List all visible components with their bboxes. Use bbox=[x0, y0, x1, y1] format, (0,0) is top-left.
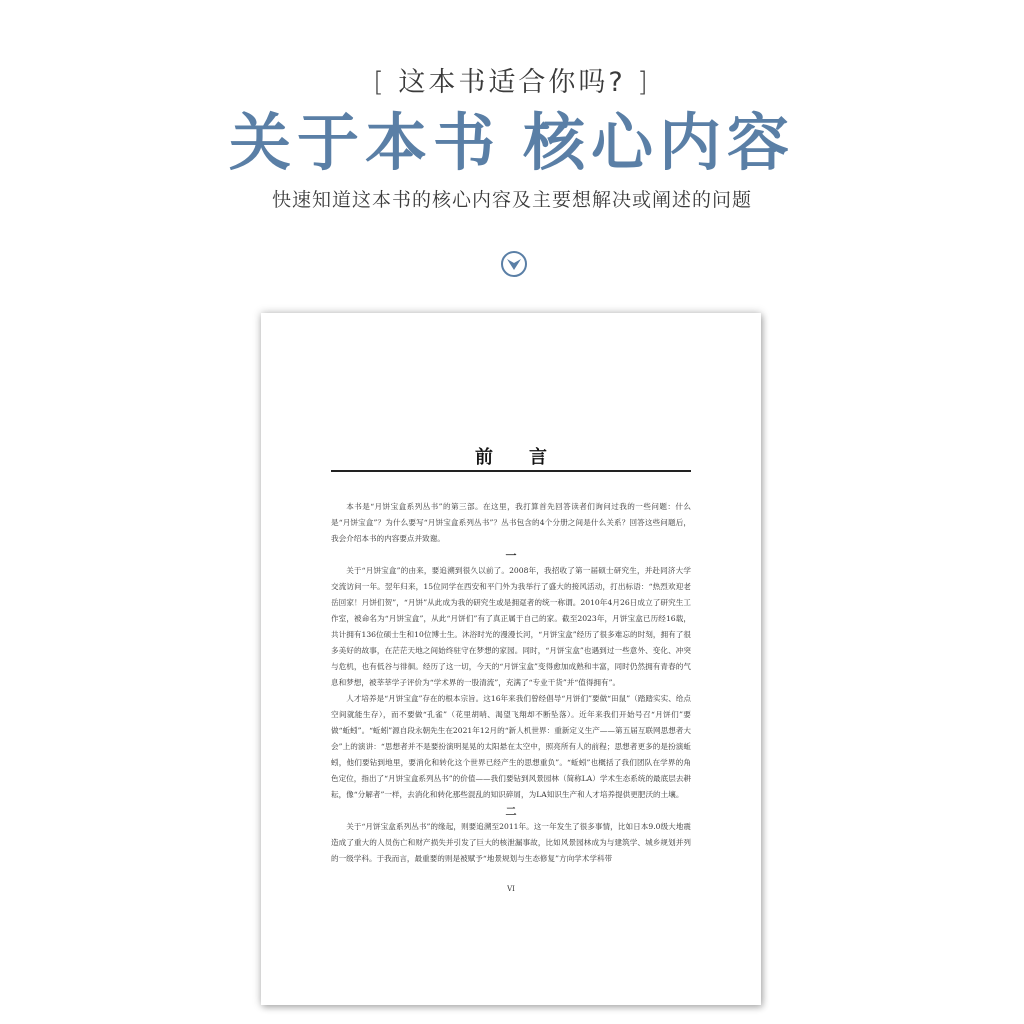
chevron-down-icon bbox=[506, 257, 522, 271]
page-number: VI bbox=[507, 885, 515, 893]
scroll-down-button[interactable] bbox=[501, 251, 527, 277]
title-divider bbox=[331, 470, 691, 472]
page-body bbox=[331, 499, 691, 867]
body-paragraph: 关于“月饼宝盒系列丛书”的缘起，则要追溯至2011年。这一年发生了很多事情，比如日本9.0级大地震造成了重大的人员伤亡和财产损失并引发了巨大的核泄漏事故，比如风景园林成为与建筑学、城乡规划并列的一级学科。于我而言，最重要的则是被赋予“地景规划与生态修复”方向学术学科带 bbox=[331, 822, 691, 863]
intro-paragraph: 本书是“月饼宝盒系列丛书”的第三部。在这里，我打算首先回答读者们询问过我的一些问题：什么是“月饼宝盒”？为什么要写“月饼宝盒系列丛书”？丛书包含的4个分册之间是什么关系？回答这些问题后，我会介绍本书的内容要点并致谢。 bbox=[331, 502, 691, 543]
body-paragraph: 关于“月饼宝盒”的由来，要追溯到很久以前了。2008年，我招收了第一届硕士研究生，并赴同济大学交流访问一年。翌年归来，15位同学在西安和平门外为我举行了盛大的接风活动，打出标语：“热烈欢迎老岳回家！月饼们贺”，“月饼”从此成为我的研究生或是拥趸者的统一称谓。2010年4月26日成立了研究生工作室，被命名为“月饼宝盒”，从此“月饼们”有了真正属于自己的家。截至2023年，月饼宝盒已历经16载，共计拥有136位硕士生和10位博士生。沐浴时光的漫漫长河，“月饼宝盒”经历了很多难忘的时刻，拥有了很多美好的故事，在茫茫天地之间始终驻守在梦想的家园。同时，“月饼宝盒”也遇到过一些意外、变化、冲突与危机，也有低谷与徘徊。经历了这一切，今天的“月饼宝盒”变得愈加成熟和丰富，同时仍然拥有青春的气息和梦想，被莘莘学子评价为“学术界的一股清流”，充满了“专业干货”并“值得拥有”。 bbox=[331, 566, 691, 687]
promo-header bbox=[0, 0, 1024, 300]
left-bracket: [ bbox=[373, 67, 387, 98]
subtitle: 快速知道这本书的核心内容及主要想解决或阐述的问题 bbox=[271, 189, 752, 211]
section-marker: 一 bbox=[505, 549, 517, 562]
eyebrow-heading bbox=[0, 60, 1024, 99]
page-title-char: 前 bbox=[475, 447, 493, 468]
page-title bbox=[261, 443, 761, 469]
headline bbox=[0, 108, 1024, 178]
headline-part2: 核心内容 bbox=[523, 106, 796, 179]
right-bracket: ] bbox=[637, 67, 651, 98]
section-marker: 二 bbox=[505, 805, 517, 818]
page-title-char: 言 bbox=[529, 447, 547, 468]
body-paragraph: 人才培养是“月饼宝盒”存在的根本宗旨。这16年来我们曾经倡导“月饼们”要做“田鼠”（踏踏实实、给点空间就能生存），而不要做“孔雀”（花里胡哨、渴望飞翔却不断坠落）。近年来我们开始号召“月饼们”要做“蚯蚓”。“蚯蚓”源自段永朝先生在2021年12月的“新人机世界：重新定义生产——第五届互联网思想者大会”上的演讲：“思想者并不是要扮演明晃晃的太阳悬在太空中，照亮所有人的前程；思想者更多的是扮演蚯蚓，他们要钻到地里，要消化和转化这个世界已经产生的思想重负”。“蚯蚓”也概括了我们团队在学界的角色定位，指出了“月饼宝盒系列丛书”的价值——我们要钻到风景园林（简称LA）学术生态系统的最底层去耕耘，像“分解者”一样，去消化和转化那些混乱的知识碎屑，为LA知识生产和人才培养提供更肥沃的土壤。 bbox=[331, 694, 692, 799]
headline-part1: 关于本书 bbox=[228, 106, 501, 179]
eyebrow-text: 这本书适合你吗? bbox=[398, 67, 626, 98]
book-page bbox=[261, 313, 761, 1005]
